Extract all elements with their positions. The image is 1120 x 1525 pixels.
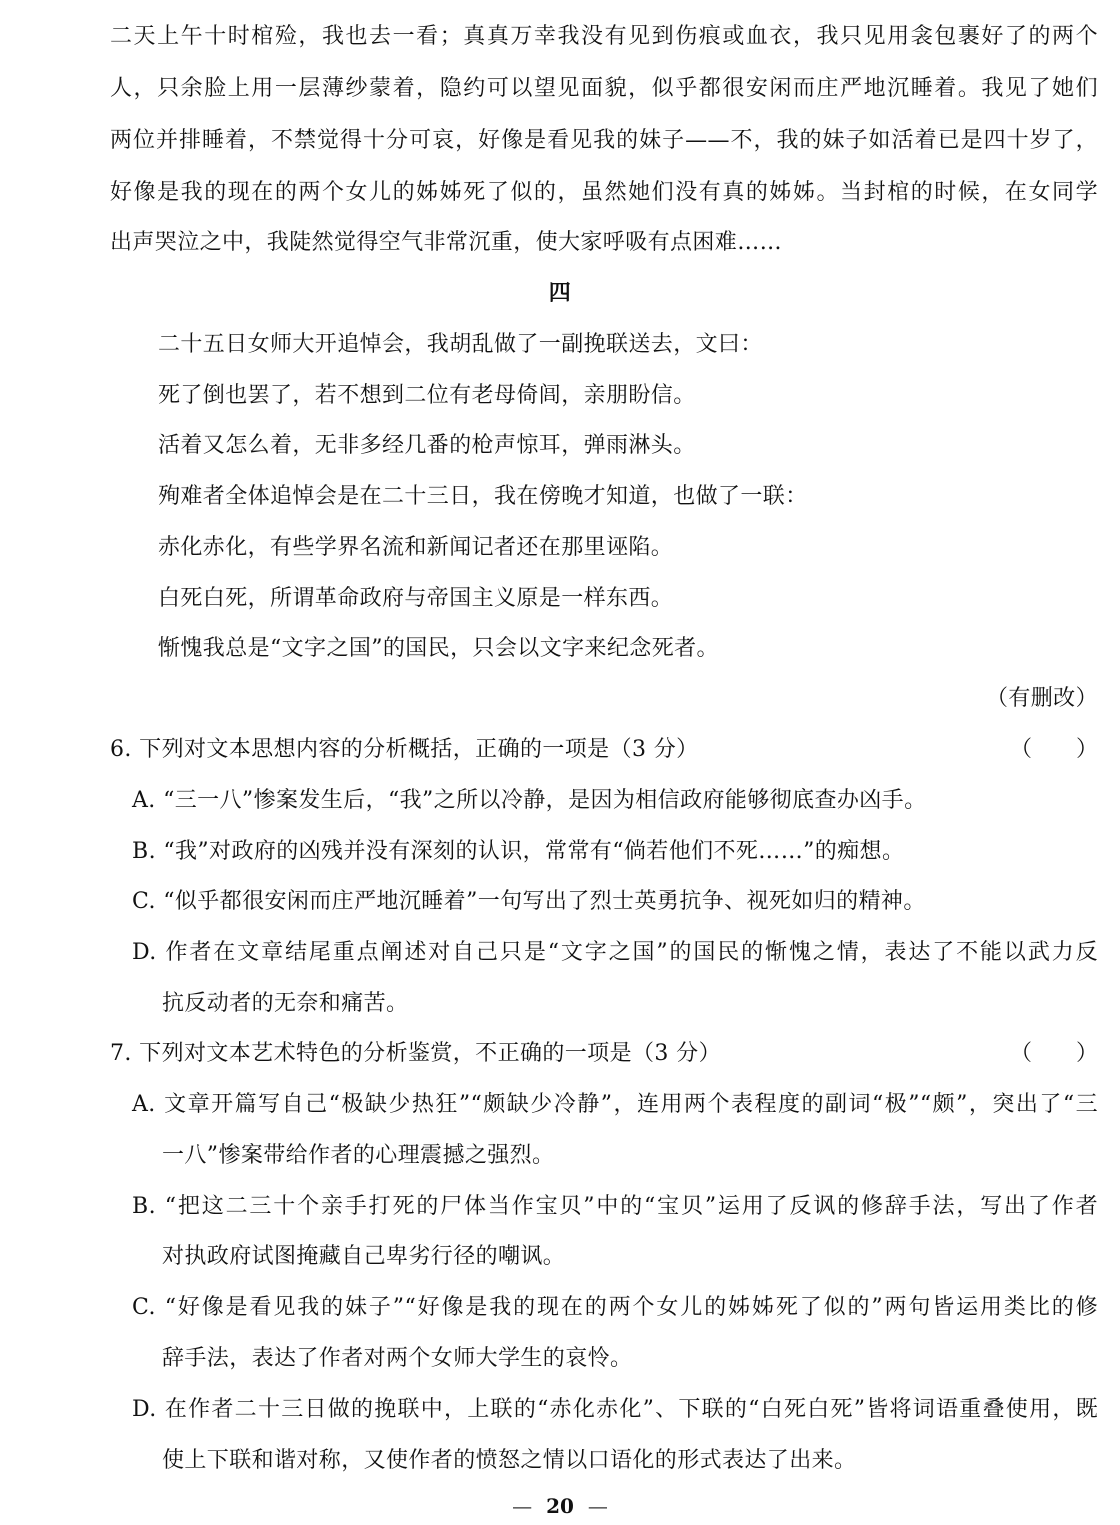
- passage-line: 两位并排睡着，不禁觉得十分可哀，好像是看见我的妹子——不，我的妹子如活着已是四十岁了，: [110, 128, 1098, 153]
- option-b: B. “把这二三十个亲手打死的尸体当作宝贝”中的“宝贝”运用了反讽的修辞手法，写出了作者: [132, 1194, 1098, 1219]
- option-a: A. 文章开篇写自己“极缺少热狂”“颇缺少冷静”，连用两个表程度的副词“极”“颇”，突出了“三: [132, 1092, 1098, 1117]
- couplet-line: 赤化赤化，有些学界名流和新闻记者还在那里诬陷。: [158, 535, 674, 560]
- source-note: （有删改）: [985, 686, 1098, 711]
- option-d: D. 在作者二十三日做的挽联中，上联的“赤化赤化”、下联的“白死白死”皆将词语重叠使用，既: [132, 1397, 1098, 1422]
- passage-line: 二天上午十时棺殓，我也去一看；真真万幸我没有见到伤痕或血衣，我只见用衾包裹好了的两个: [110, 24, 1098, 49]
- passage-line: 殉难者全体追悼会是在二十三日，我在傍晚才知道，也做了一联：: [158, 484, 808, 509]
- question-6-stem: [110, 735, 1098, 765]
- question-stem-text: 7. 下列对文本艺术特色的分析鉴赏，不正确的一项是（3 分）: [110, 1041, 721, 1066]
- option-a: A. “三一八”惨案发生后，“我”之所以冷静，是因为相信政府能够彻底查办凶手。: [132, 788, 927, 813]
- section-title: 四: [548, 280, 572, 306]
- option-c-cont: 辞手法，表达了作者对两个女师大学生的哀怜。: [162, 1346, 633, 1371]
- question-stem-text: 6. 下列对文本思想内容的分析概括，正确的一项是（3 分）: [110, 737, 699, 762]
- option-c: C. “好像是看见我的妹子”“好像是我的现在的两个女儿的姊姊死了似的”两句皆运用类比的修: [132, 1295, 1098, 1320]
- answer-blank[interactable]: （ ）: [1009, 1041, 1098, 1066]
- page-footer: [0, 1494, 1120, 1518]
- option-b-cont: 对执政府试图掩藏自己卑劣行径的嘲讽。: [162, 1244, 566, 1269]
- couplet-line: 白死白死，所谓革命政府与帝国主义原是一样东西。: [158, 586, 674, 611]
- passage-line: 人，只余脸上用一层薄纱蒙着，隐约可以望见面貌，似乎都很安闲而庄严地沉睡着。我见了她们: [110, 76, 1098, 101]
- option-d-cont: 使上下联和谐对称，又使作者的愤怒之情以口语化的形式表达了出来。: [162, 1448, 857, 1473]
- option-a-cont: 一八”惨案带给作者的心理震撼之强烈。: [162, 1143, 555, 1168]
- option-d: D. 作者在文章结尾重点阐述对自己只是“文字之国”的国民的惭愧之情，表达了不能以武力反: [132, 940, 1098, 965]
- passage-line: 好像是我的现在的两个女儿的姊姊死了似的，虽然她们没有真的姊姊。当封棺的时候，在女同学: [110, 180, 1098, 205]
- couplet-line: 活着又怎么着，无非多经几番的枪声惊耳，弹雨淋头。: [158, 433, 696, 458]
- footer-dash-left: —: [512, 1494, 533, 1518]
- page-number: 20: [546, 1494, 574, 1518]
- option-b: B. “我”对政府的凶残并没有深刻的认识，常常有“倘若他们不死……”的痴想。: [132, 839, 905, 864]
- question-7-stem: [110, 1039, 1098, 1069]
- option-d-cont: 抗反动者的无奈和痛苦。: [162, 991, 409, 1016]
- passage-line: 惭愧我总是“文字之国”的国民，只会以文字来纪念死者。: [158, 636, 719, 661]
- answer-blank[interactable]: （ ）: [1009, 737, 1098, 762]
- couplet-line: 死了倒也罢了，若不想到二位有老母倚闾，亲朋盼信。: [158, 383, 696, 408]
- option-c: C. “似乎都很安闲而庄严地沉睡着”一句写出了烈士英勇抗争、视死如归的精神。: [132, 889, 926, 914]
- passage-line: 出声哭泣之中，我陡然觉得空气非常沉重，使大家呼吸有点困难……: [110, 230, 783, 255]
- passage-line: 二十五日女师大开追悼会，我胡乱做了一副挽联送去，文曰：: [158, 332, 763, 357]
- footer-dash-right: —: [587, 1494, 608, 1518]
